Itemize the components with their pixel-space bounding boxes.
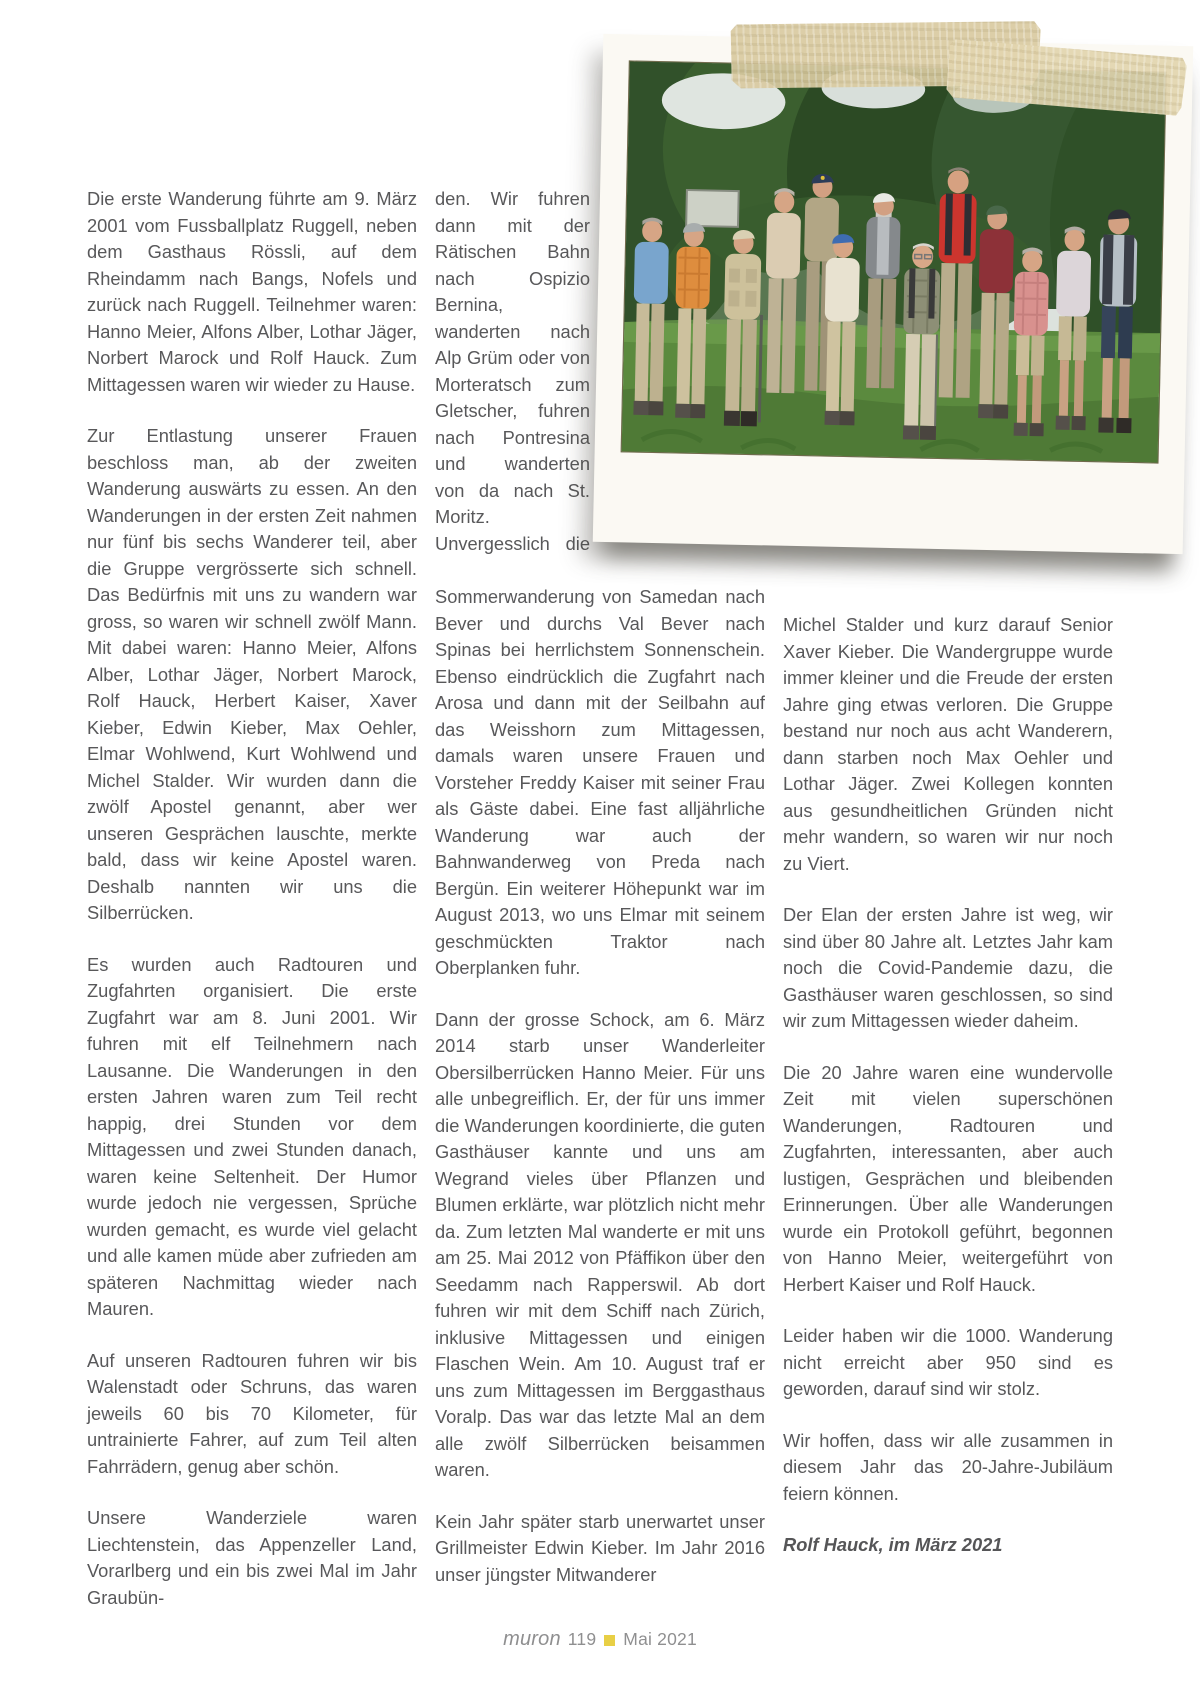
paragraph: Die 20 Jahre waren eine wundervolle Zeit mit vielen superschönen Wanderungen, Radtouren und Zugfahrten, interessanten, aber auch lustigen, Gesprächen und bleibenden Erinnerungen. Über alle Wanderungen wurde ein Protokoll geführt, begonnen von Hanno Meier, weitergeführt von Herbert Kaiser und Rolf Hauck.: [783, 1061, 1113, 1295]
group-photo: [621, 60, 1167, 463]
paragraph-text: den. Wir fuhren dann mit der Rätischen Bahn nach Ospizio Bernina, wanderten nach Alp Grüm oder von Morteratsch zum Gletscher, fuhren nach Pontresina und wanderten von da nach St. Moritz. Unvergesslich die Sommerwanderung von Samedan nach Bever und durchs Val Bever nach Spinas bei herrlichstem Sonnenschein. Ebenso eindrücklich die Zugfahrt nach Arosa und dann mit der Seilbahn auf das Weisshorn zum Mittagessen, damals waren unsere Frauen und Vorsteher Freddy Kaiser mit seiner Frau als Gäste dabei. Eine fast alljährliche Wanderung war auch der Bahnwanderweg von Preda nach Bergün. Ein weiterer Höhepunkt war im August 2013, wo uns Elmar mit seinem geschmückten Traktor nach Oberplanken fuhr.: [435, 188, 765, 978]
paragraph: Es wurden auch Radtouren und Zugfahrten organisiert. Die erste Zugfahrt war am 8. Juni 2001. Wir fuhren mit elf Teilnehmern nach Lausanne. Die Wanderungen in den ersten Jahren waren zum Teil recht happig, drei Stunden vor dem Mittagessen und zwei Stunden danach, waren keine Seltenheit. Der Humor wurde jedoch nie vergessen, Sprüche wurden gemacht, es wurde viel gelacht und alle kamen müde aber zufrieden am späteren Nachmittag wieder nach Mauren.: [87, 953, 417, 1319]
paragraph: Der Elan der ersten Jahre ist weg, wir sind über 80 Jahre alt. Letztes Jahr kam noch die Covid-Pandemie dazu, die Gasthäuser waren geschlossen, so sind wir zum Mittagessen wieder daheim.: [783, 904, 1113, 1031]
footer-square-icon: [604, 1635, 615, 1646]
paragraph: Wir hoffen, dass wir alle zusammen in diesem Jahr das 20-Jahre-Jubiläum feiern können.: [783, 1429, 1113, 1504]
paragraph: Leider haben wir die 1000. Wanderung nicht erreicht aber 950 sind es geworden, darauf sind wir stolz.: [783, 1325, 1113, 1399]
issue-number: 119: [567, 1629, 597, 1649]
column-middle-rest: [435, 1007, 765, 1589]
paragraph: Michel Stalder und kurz darauf Senior Xaver Kieber. Die Wandergruppe wurde immer kleiner und die Freude der ersten Jahre ging etwas verloren. Die Gruppe bestand nur noch aus acht Wanderern, dann starben noch Max Oehler und Lothar Jäger. Zwei Kollegen konnten aus gesundheitlichen Gründen nicht mehr wandern, so waren wir nur noch zu Viert.: [783, 614, 1113, 874]
paragraph: Die erste Wanderung führte am 9. März 2001 vom Fussballplatz Ruggell, neben dem Gasthaus Rössli, auf dem Rheindamm nach Bangs, Nofels und zurück nach Ruggell. Teilnehmer waren: Hanno Meier, Alfons Alber, Lothar Jäger, Norbert Marock und Rolf Hauck. Zum Mittagessen waren wir wieder zu Hause.: [87, 188, 417, 395]
column-left: [87, 186, 417, 1636]
page-footer: [0, 1628, 1200, 1651]
author-signature: Rolf Hauck, im März 2021: [783, 1534, 1003, 1555]
column-right-paragraphs: [783, 612, 1113, 1507]
paragraph: Zur Entlastung unserer Frauen beschloss man, ab der zweiten Wanderung auswärts zu essen. An den Wanderungen in der ersten Zeit nahmen nur fünf bis sechs Wanderer teil, aber die Gruppe vergrösserte sich schnell. Das Bedürfnis mit uns zu wandern war gross, so waren wir schnell zwölf Mann. Mit dabei waren: Hanno Meier, Alfons Alber, Lothar Jäger, Norbert Marock, Rolf Hauck, Herbert Kaiser, Xaver Kieber, Edwin Kieber, Max Oehler, Elmar Wohlwend, Kurt Wohlwend und Michel Stalder. Wir wurden dann die zwölf Apostel genannt, aber wer unseren Gesprächen lauschte, merkte bald, dass wir keine Apostel waren. Deshalb nannten wir uns die Silberrücken.: [87, 425, 417, 923]
paragraph: Unsere Wanderziele waren Liechtenstein, das Appenzeller Land, Vorarlberg und ein bis zwei Mal im Jahr Graubün-: [87, 1507, 417, 1608]
polaroid-photo-frame: [593, 34, 1194, 554]
paragraph: Kein Jahr später starb unerwartet unser Grillmeister Edwin Kieber. Im Jahr 2016 unser jüngster Mitwanderer: [435, 1510, 765, 1585]
issue-date: Mai 2021: [623, 1629, 697, 1649]
paragraph: Auf unseren Radtouren fuhren wir bis Walenstadt oder Schruns, das waren jeweils 60 bis 70 Kilometer, für untrainierte Fahrer, auf zum Teil alten Fahrrädern, genug aber schön.: [87, 1349, 417, 1477]
group-photo-illustration: [622, 61, 1166, 462]
paragraph: Dann der grosse Schock, am 6. März 2014 starb unser Wanderleiter Obersilberrücken Hanno Meier. Für uns alle unbegreiflich. Er, der für uns immer die Wanderungen koordinierte, die guten Gasthäuser kannte und uns am Wegrand vieles über Pflanzen und Blumen erklärte, war plötzlich nicht mehr da. Zum letzten Mal wanderte er mit uns am 25. Mai 2012 von Pfäffikon über den Seedamm nach Rapperswil. Ab dort fuhren wir mit dem Schiff nach Zürich, inklusive Mittagessen und einigen Flaschen Wein. Am 10. August traf er uns zum Mittagessen im Berggasthaus Voralp. Das war das letzte Mal an dem alle zwölf Silberrücken beisammen waren.: [435, 1008, 765, 1480]
magazine-name: muron: [503, 1628, 561, 1650]
